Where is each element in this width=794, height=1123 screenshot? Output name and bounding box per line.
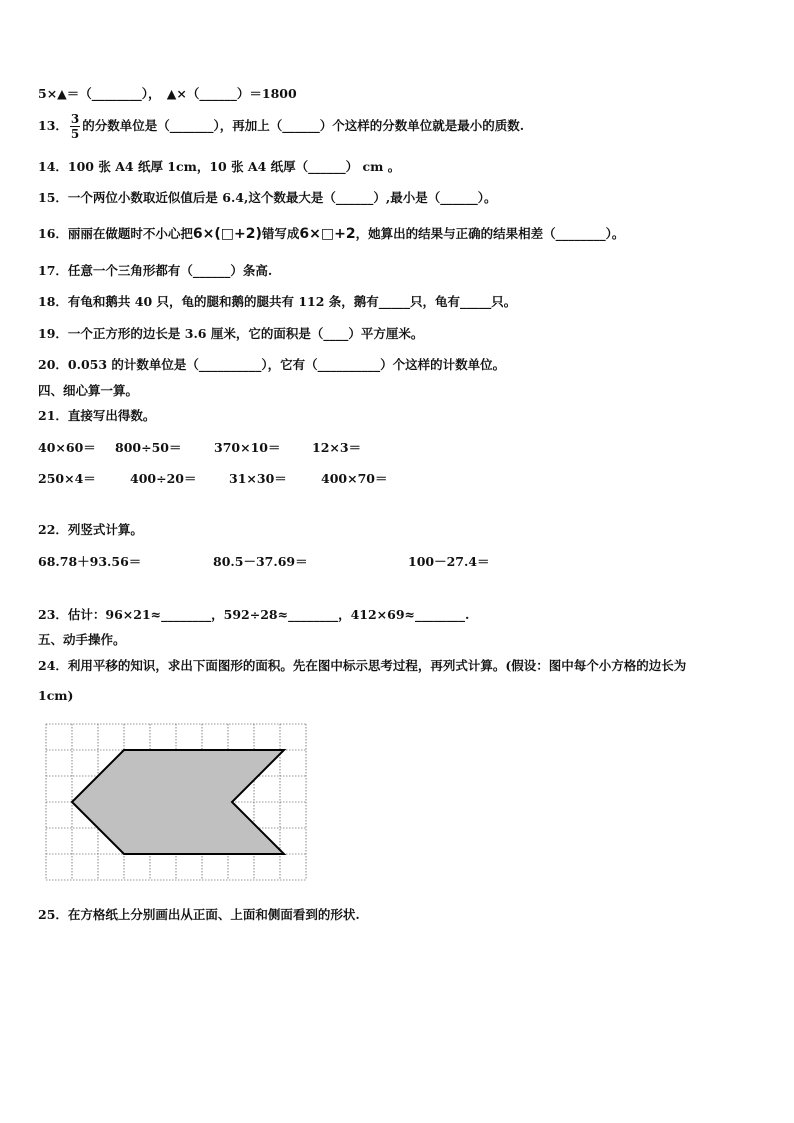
question-24-line-1: 24．利用平移的知识，求出下面图形的面积。先在图中标示思考过程，再列式计算。(假设：图中每个小方格的边长为 (38, 658, 687, 673)
section-5-heading: 五、动手操作。 (38, 632, 126, 647)
question-15: 15．一个两位小数取近似值后是 6.4,这个数最大是（______）,最小是（______）。 (38, 190, 497, 205)
q16-suffix: ，她算出的结果与正确的结果相差（________）。 (355, 226, 625, 241)
q16-prefix: 16．丽丽在做题时不小心把 (38, 226, 193, 241)
arrow-shape (72, 750, 284, 854)
question-21: 21．直接写出得数。 (38, 408, 156, 423)
q13-text: 的分数单位是（_______），再加上（______）个这样的分数单位就是最小的质数. (82, 118, 525, 133)
q21-item: 31×30＝ (229, 471, 287, 486)
question-25: 25．在方格纸上分别画出从正面、上面和侧面看到的形状. (38, 907, 360, 922)
q22-item: 100－27.4＝ (408, 554, 490, 569)
fraction-denominator: 5 (70, 127, 80, 141)
q21-item: 800÷50＝ (115, 440, 182, 455)
q21-item: 12×3＝ (312, 440, 362, 455)
q21-item: 400÷20＝ (130, 471, 197, 486)
q21-item: 400×70＝ (321, 471, 388, 486)
q21-item: 370×10＝ (214, 440, 281, 455)
q13-number: 13． (38, 118, 68, 133)
fraction-3-5 (70, 112, 80, 141)
question-19: 19．一个正方形的边长是 3.6 厘米，它的面积是（____）平方厘米。 (38, 326, 424, 341)
question-24-line-2: 1cm) (38, 688, 74, 703)
question-18: 18．有龟和鹅共 40 只，龟的腿和鹅的腿共有 112 条，鹅有_____只，龟有_____只。 (38, 294, 517, 309)
question-22: 22．列竖式计算。 (38, 522, 143, 537)
question-17: 17．任意一个三角形都有（______）条高. (38, 263, 273, 278)
question-20: 20．0.053 的计数单位是（__________），它有（__________）个这样的计数单位。 (38, 357, 506, 372)
q22-item: 80.5－37.69＝ (213, 554, 308, 569)
grid-figure (44, 722, 310, 884)
q16-expression-wrong: 6×□+2 (299, 226, 356, 242)
question-16 (38, 224, 624, 242)
fraction-numerator: 3 (70, 112, 80, 126)
question-14: 14．100 张 A4 纸厚 1cm，10 张 A4 纸厚（______） cm 。 (38, 159, 401, 174)
question-13 (38, 112, 524, 141)
q22-item: 68.78＋93.56＝ (38, 554, 142, 569)
section-4-heading: 四、细心算一算。 (38, 383, 139, 398)
q21-item: 40×60＝ (38, 440, 96, 455)
q16-expression-correct: 6×(□+2) (192, 226, 262, 242)
q16-mid: 错写成 (261, 226, 300, 241)
q21-item: 250×4＝ (38, 471, 96, 486)
question-23: 23．估计：96×21≈________，592÷28≈________，412×69≈________. (38, 607, 470, 622)
q12-continuation: 5×▲＝（________）， ▲×（______）＝1800 (38, 86, 297, 101)
